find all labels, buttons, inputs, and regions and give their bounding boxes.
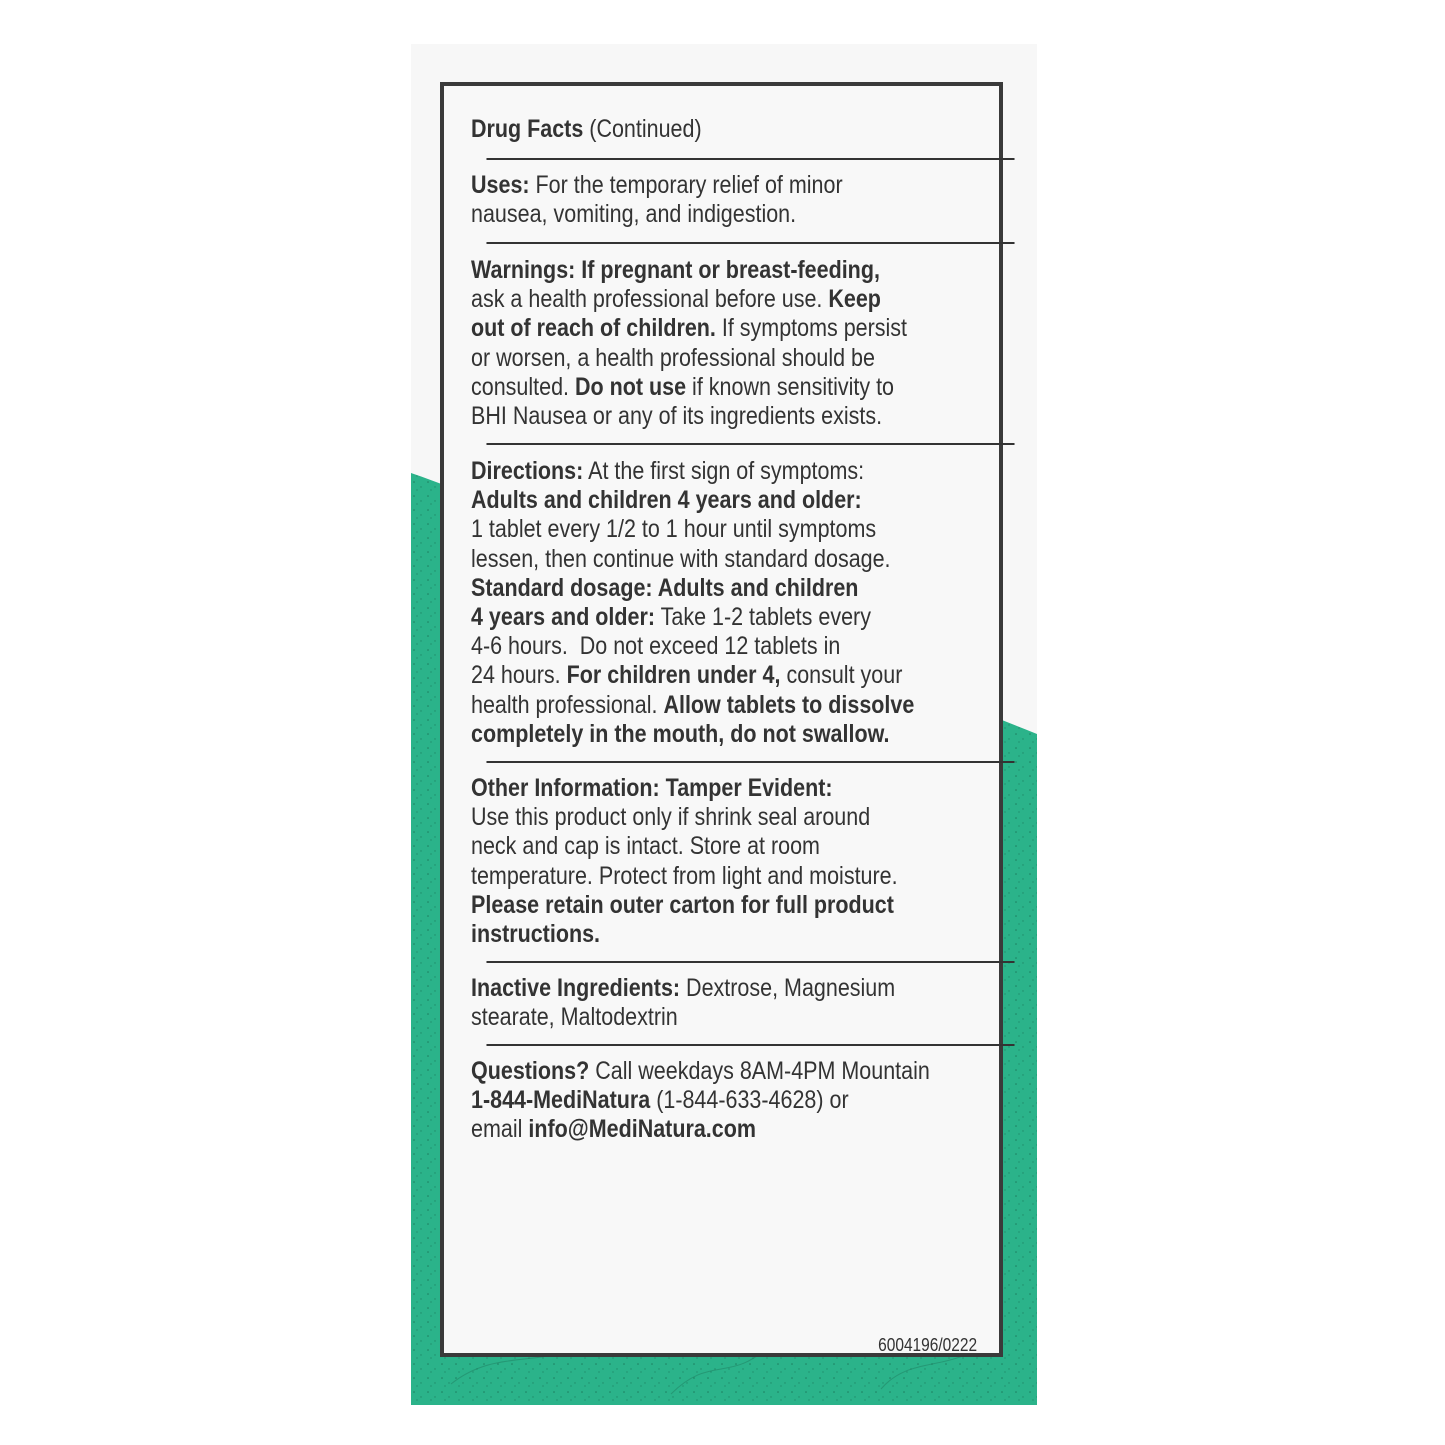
warnings-text: or worsen, a health professional should be [471, 343, 875, 372]
directions-text: 24 hours. [471, 661, 567, 690]
directions-bold: Standard dosage: Adults and children [471, 573, 859, 602]
uses-section [471, 171, 996, 229]
directions-bold: For children under 4, [566, 661, 781, 690]
title-bold: Drug Facts [471, 115, 584, 143]
warnings-text: if known sensitivity to [686, 372, 894, 401]
divider [486, 1044, 1014, 1046]
warnings-text: ask a health professional before use. [471, 285, 829, 314]
directions-bold: completely in the mouth, do not swallow. [471, 719, 890, 748]
drug-facts-box [440, 82, 1003, 1357]
divider [486, 443, 1014, 445]
questions-section [471, 1057, 996, 1145]
uses-label: Uses: [471, 171, 530, 199]
other-information-bold: instructions. [471, 920, 601, 949]
questions-text: email [471, 1115, 529, 1144]
other-information-label: Other Information: Tamper Evident: [471, 774, 833, 802]
phone-number: 1-844-MediNatura [471, 1086, 651, 1115]
warnings-text: If symptoms persist [715, 314, 908, 343]
directions-bold: Allow tablets to dissolve [663, 690, 915, 719]
directions-bold: Adults and children 4 years and older: [471, 486, 862, 515]
inactive-ingredients-text: Dextrose, Magnesium [680, 974, 896, 1002]
uses-text: For the temporary relief of minor [529, 171, 843, 199]
directions-text: consult your [780, 661, 903, 690]
divider [486, 242, 1014, 244]
other-information-text: temperature. Protect from light and moisture. [471, 861, 898, 890]
questions-text: (1-844-633-4628) or [650, 1086, 849, 1115]
directions-text: 4-6 hours. Do not exceed 12 tablets in [471, 632, 841, 661]
other-information-section [471, 774, 996, 949]
title-rest: (Continued) [583, 115, 702, 143]
uses-text: nausea, vomiting, and indigestion. [471, 200, 797, 229]
inactive-ingredients-section [471, 974, 996, 1032]
warnings-label: Warnings: If pregnant or breast-feeding, [471, 256, 880, 284]
directions-section [471, 457, 996, 749]
questions-text: Call weekdays 8AM-4PM Mountain [589, 1057, 930, 1085]
directions-bold: 4 years and older: [471, 603, 656, 632]
directions-text: lessen, then continue with standard dosage. [471, 544, 891, 573]
product-label-panel [411, 44, 1037, 1405]
drug-facts-title [471, 115, 996, 144]
divider [486, 761, 1014, 763]
warnings-text: BHI Nausea or any of its ingredients exists. [471, 402, 883, 431]
inactive-ingredients-label: Inactive Ingredients: [471, 974, 681, 1002]
directions-text: Take 1-2 tablets every [655, 603, 871, 632]
other-information-bold: Please retain outer carton for full product [471, 890, 894, 919]
warnings-section [471, 256, 996, 431]
warnings-text: consulted. [471, 372, 575, 401]
warnings-bold: Do not use [574, 372, 687, 401]
directions-text: health professional. [471, 690, 664, 719]
other-information-text: Use this product only if shrink seal around [471, 803, 871, 832]
directions-label: Directions: [471, 457, 584, 485]
directions-text: 1 tablet every 1/2 to 1 hour until symptoms [471, 515, 877, 544]
questions-label: Questions? [471, 1057, 590, 1085]
divider [486, 158, 1014, 160]
other-information-text: neck and cap is intact. Store at room [471, 832, 820, 861]
directions-text: At the first sign of symptoms: [583, 457, 865, 485]
divider [486, 961, 1014, 963]
inactive-ingredients-text: stearate, Maltodextrin [471, 1003, 678, 1032]
lot-code: 6004196/0222 [877, 1335, 977, 1355]
warnings-bold: out of reach of children. [471, 314, 716, 343]
email-address: info@MediNatura.com [528, 1115, 756, 1144]
warnings-bold: Keep [828, 285, 881, 314]
